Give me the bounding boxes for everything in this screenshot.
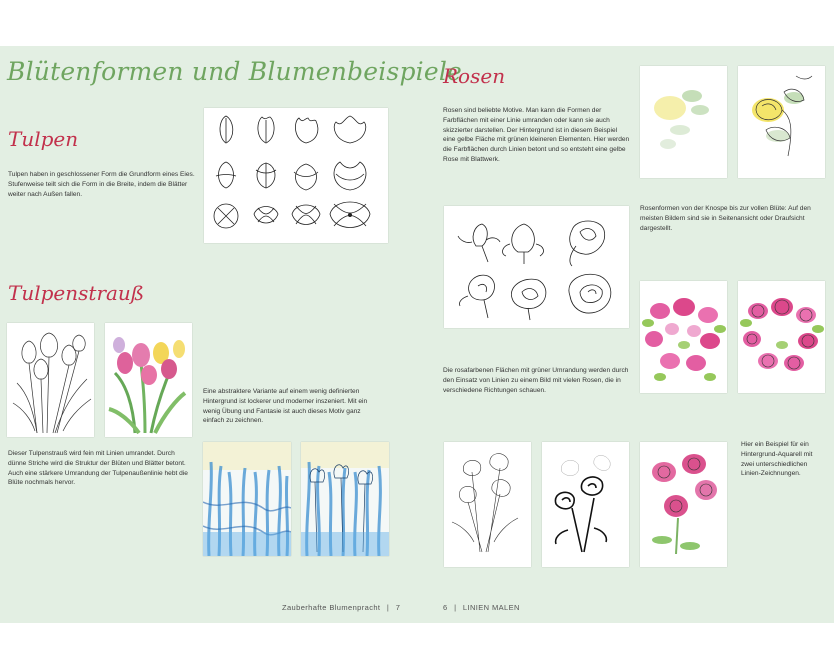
rose-forms-drawing	[444, 206, 629, 328]
yellow-rose-painting	[640, 66, 727, 178]
pink-roses-line	[738, 281, 825, 393]
left-page-number: 7	[395, 603, 401, 612]
yellow-rose-outline-painting	[738, 66, 825, 178]
tulip-bouquet-sketch	[7, 323, 94, 437]
abstract-blue-painting-2	[301, 442, 389, 556]
left-footer-title: Zauberhafte Blumenpracht	[282, 603, 381, 612]
tulip-bouquet-watercolor	[105, 323, 192, 437]
page-title: Blütenformen und Blumenbeispiele	[7, 57, 463, 86]
tulip-bouquet-line-drawing	[7, 323, 94, 437]
right-folio: 6 | LINIEN MALEN	[443, 603, 520, 612]
rose-forms-illustration	[444, 206, 629, 328]
tulip-forms-illustration	[204, 108, 388, 243]
rose-bouquet-line-drawing	[444, 442, 531, 567]
tulpen-text: Tulpen haben in geschlossener Form die Grundform eines Eies. Stufenweise teilt sich die Form in die Breite, indem die Blätter weiter nach Außen fallen.	[8, 171, 195, 198]
pink-roses-watercolor	[640, 281, 727, 393]
pink-roses-painting	[640, 281, 727, 393]
tulip-bouquet-painting	[105, 323, 192, 437]
rosen-pink-text: Die rosafarbenen Flächen mit grüner Umrandung werden durch den Einsatz von Linien zu einem Bild mit vielen Rosen, die in verschiedene Richtungen schauen.	[443, 367, 629, 394]
right-footer-title: LINIEN MALEN	[462, 603, 520, 612]
rosen-intro-text: Rosen sind beliebte Motive. Man kann die Formen der Farbflächen mit einer Linie umranden oder kann sie auch skizzierter darstellen. Der Hintergrund ist in diesem Beispiel eine gelbe Fläche mit grünen kleineren Elementen. Hier werden die Farbflächen durch Linien betont und so entsteht eine gelbe Rose mit Blattwerk.	[443, 107, 630, 163]
section-title-tulpen: Tulpen	[8, 127, 79, 151]
rose-bouquet-sketch	[444, 442, 531, 567]
tulip-forms-drawing	[204, 108, 388, 243]
tulpenstrauss-outline-text: Dieser Tulpenstrauß wird fein mit Linien umrandet. Durch dünne Striche wird die Struktur der Blüten und Blätter betont. Auch eine stärkere Umrandung der Tulpenaußenlinie hebt die Blüte nochmals hervor.	[8, 450, 188, 487]
abstract-blue-painting-1	[203, 442, 291, 556]
right-page-number: 6	[443, 603, 448, 612]
rose-watercolor-art	[640, 442, 727, 567]
rose-watercolor-painting	[640, 442, 727, 567]
yellow-rose-line	[738, 66, 825, 178]
rose-bouquet-bold-drawing	[542, 442, 629, 567]
rosen-watercolor-text: Hier ein Beispiel für ein Hintergrund-Aquarell mit zwei unterschiedlichen Linien-Zeichnungen.	[741, 441, 813, 478]
abstract-blue-tulips-1	[203, 442, 291, 556]
tulpenstrauss-abstract-text: Eine abstraktere Variante auf einem wenig definierten Hintergrund ist lockerer und moderner inszeniert. Mit ein wenig Übung und Fantasie ist auch dieses Motiv ganz einfach zu zeichnen.	[203, 388, 368, 425]
abstract-blue-tulips-2	[301, 442, 389, 556]
pink-roses-outline-painting	[738, 281, 825, 393]
yellow-rose-watercolor	[640, 66, 727, 178]
rosen-forms-text: Rosenformen von der Knospe bis zur vollen Blüte: Auf den meisten Bildern sind sie in Seitenansicht oder Draufsicht dargestellt.	[640, 205, 811, 232]
section-title-tulpenstrauss: Tulpenstrauß	[8, 281, 145, 305]
rose-bouquet-bold-sketch	[542, 442, 629, 567]
section-title-rosen: Rosen	[443, 64, 506, 88]
left-folio: Zauberhafte Blumenpracht | 7	[282, 603, 401, 612]
